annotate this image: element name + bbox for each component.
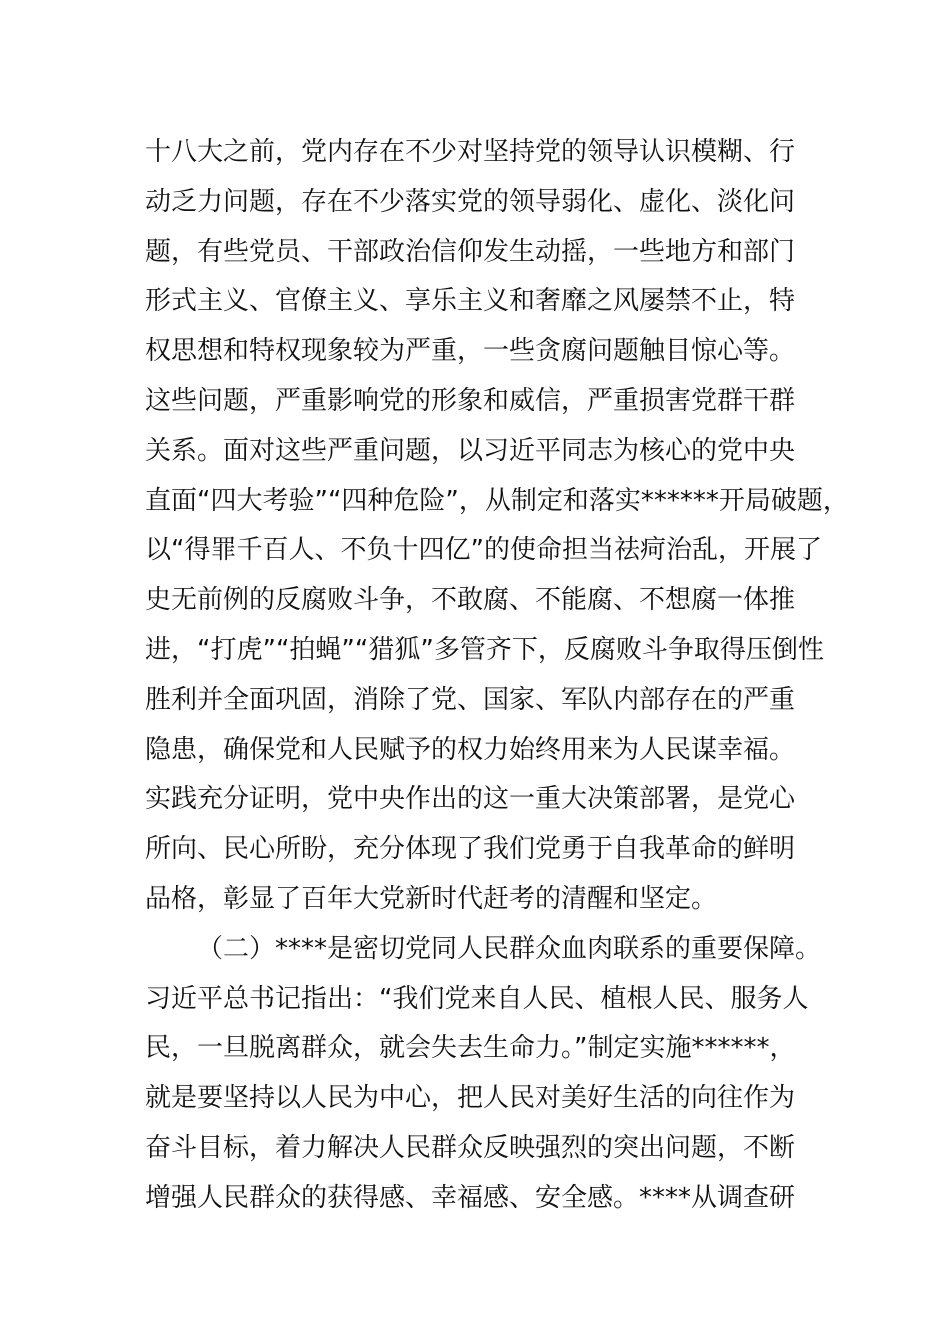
text-line-18: 习近平总书记指出：“我们党来自人民、植根人民、服务人 <box>145 983 809 1014</box>
text-line-13: 隐患，确保党和人民赋予的权力始终用来为人民谋幸福。 <box>145 734 796 765</box>
text-line-9: 以“得罪千百人、不负十四亿”的使命担当祛疴治乱，开展了 <box>145 535 822 566</box>
text-line-6: 这些问题，严重影响党的形象和威信，严重损害党群干群 <box>145 385 796 416</box>
text-line-5: 权思想和特权现象较为严重，一些贪腐问题触目惊心等。 <box>145 336 796 367</box>
text-line-21: 奋斗目标，着力解决人民群众反映强烈的突出问题，不断 <box>145 1132 796 1163</box>
text-line-3: 题，有些党员、干部政治信仰发生动摇，一些地方和部门 <box>145 236 796 267</box>
text-line-20: 就是要坚持以人民为中心，把人民对美好生活的向往作为 <box>145 1083 796 1114</box>
text-line-8: 直面“四大考验”“四种危险”，从制定和落实******开局破题， <box>145 485 849 516</box>
text-line-15: 所向、民心所盼，充分体现了我们党勇于自我革命的鲜明 <box>145 834 796 865</box>
body-text <box>145 128 849 1224</box>
text-line-12: 胜利并全面巩固，消除了党、国家、军队内部存在的严重 <box>145 684 796 715</box>
text-line-14: 实践充分证明，党中央作出的这一重大决策部署，是党心 <box>145 784 796 815</box>
text-line-1: 十八大之前，党内存在不少对坚持党的领导认识模糊、行 <box>145 137 796 167</box>
text-line-4: 形式主义、官僚主义、享乐主义和奢靡之风屡禁不止，特 <box>145 286 796 317</box>
text-line-11: 进，“打虎”“拍蝇”“猎狐”多管齐下，反腐败斗争取得压倒性 <box>145 634 824 665</box>
section-heading-2: （二）****是密切党同人民群众血肉联系的重要保障。 <box>197 933 822 964</box>
text-line-22: 增强人民群众的获得感、幸福感、安全感。****从调查研 <box>145 1182 796 1213</box>
text-line-19: 民，一旦脱离群众，就会失去生命力。”制定实施******， <box>145 1033 796 1064</box>
text-line-10: 史无前例的反腐败斗争，不敢腐、不能腐、不想腐一体推 <box>145 585 796 616</box>
text-line-7: 关系。面对这些严重问题，以习近平同志为核心的党中央 <box>145 435 796 466</box>
text-line-16: 品格，彰显了百年大党新时代赶考的清醒和坚定。 <box>145 883 718 914</box>
text-line-2: 动乏力问题，存在不少落实党的领导弱化、虚化、淡化问 <box>145 186 796 217</box>
